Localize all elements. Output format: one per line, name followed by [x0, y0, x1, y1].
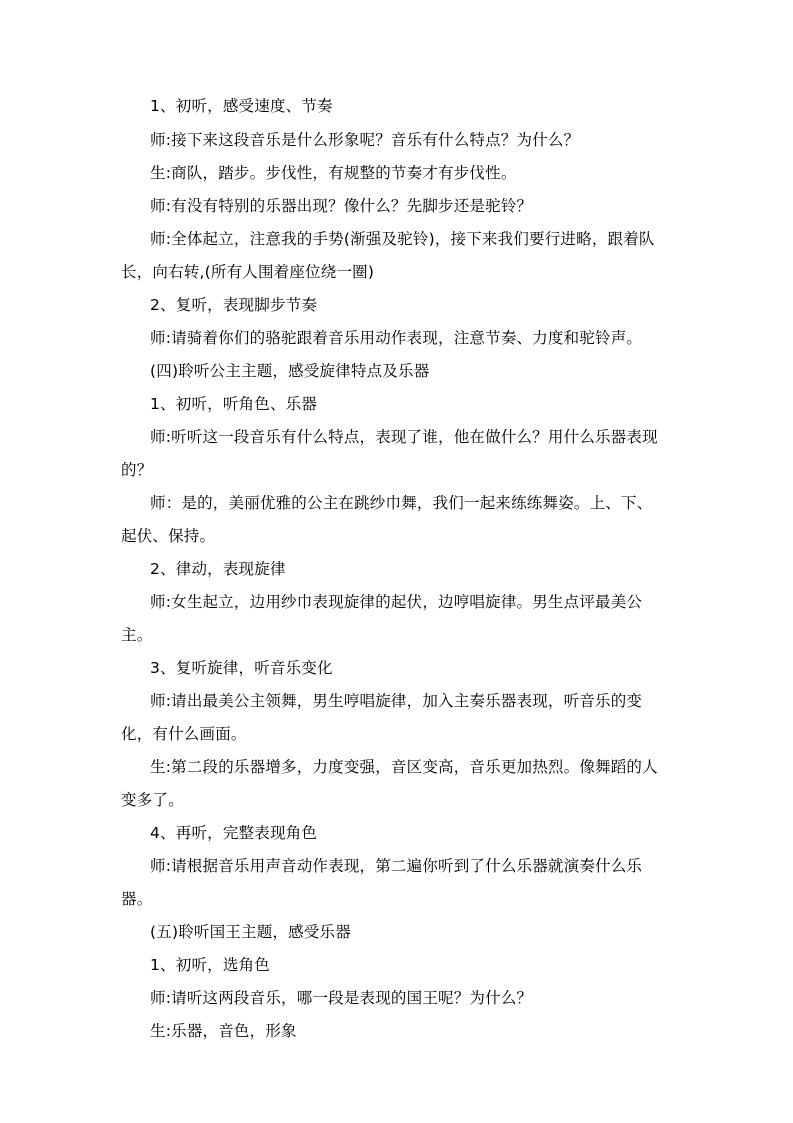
text-line: 师:请出最美公主领舞，男生哼唱旋律，加入主奏乐器表现，听音乐的变 [150, 692, 643, 710]
text-line: 变多了。 [121, 791, 184, 809]
text-line: 长，向右转,(所有人围着座位绕一圈) [121, 263, 375, 281]
text-line: (四)聆听公主主题，感受旋律特点及乐器 [150, 362, 430, 380]
text-line: 3、复听旋律，听音乐变化 [150, 659, 333, 677]
text-line: 主。 [121, 626, 153, 644]
text-line: 生:第二段的乐器增多，力度变强，音区变高，音乐更加热烈。像舞蹈的人 [150, 758, 658, 776]
text-line: 师:有没有特别的乐器出现？像什么？先脚步还是驼铃？ [150, 197, 533, 215]
text-line: 2、复听，表现脚步节奏 [150, 296, 318, 314]
text-line: 师:接下来这段音乐是什么形象呢？音乐有什么特点？为什么？ [150, 131, 580, 149]
text-line: 器。 [121, 890, 153, 908]
text-line: 师:请听这两段音乐，哪一段是表现的国王呢？为什么？ [150, 989, 533, 1007]
text-line: 师:全体起立，注意我的手势(渐强及驼铃)，接下来我们要行进略，跟着队 [150, 230, 655, 248]
text-line: 师:听听这一段音乐有什么特点，表现了谁，他在做什么？用什么乐器表现 [150, 428, 658, 446]
text-line: 4、再听，完整表现角色 [150, 824, 318, 842]
text-line: 1、初听，选角色 [150, 956, 270, 974]
text-line: 师：是的，美丽优雅的公主在跳纱巾舞，我们一起来练练舞姿。上、下、 [150, 494, 653, 512]
text-line: 1、初听，感受速度、节奏 [150, 97, 333, 115]
text-line: 1、初听，听角色、乐器 [150, 395, 318, 413]
text-line: 起伏、保持。 [121, 527, 216, 545]
text-line: 2、律动，表现旋律 [150, 560, 286, 578]
text-line: 师:请骑着你们的骆驼跟着音乐用动作表现，注意节奏、力度和驼铃声。 [150, 329, 643, 347]
text-line: 师:女生起立，边用纱巾表现旋律的起伏，边哼唱旋律。男生点评最美公 [150, 593, 643, 611]
text-line: 的？ [121, 461, 153, 479]
text-line: 生:乐器，音色，形象 [150, 1022, 297, 1040]
text-line: 化，有什么画面。 [121, 725, 247, 743]
text-line: 生:商队，踏步。步伐性，有规整的节奏才有步伐性。 [150, 164, 517, 182]
text-line: (五)聆听国王主题，感受乐器 [150, 923, 351, 941]
text-line: 师:请根据音乐用声音动作表现，第二遍你听到了什么乐器就演奏什么乐 [150, 857, 643, 875]
